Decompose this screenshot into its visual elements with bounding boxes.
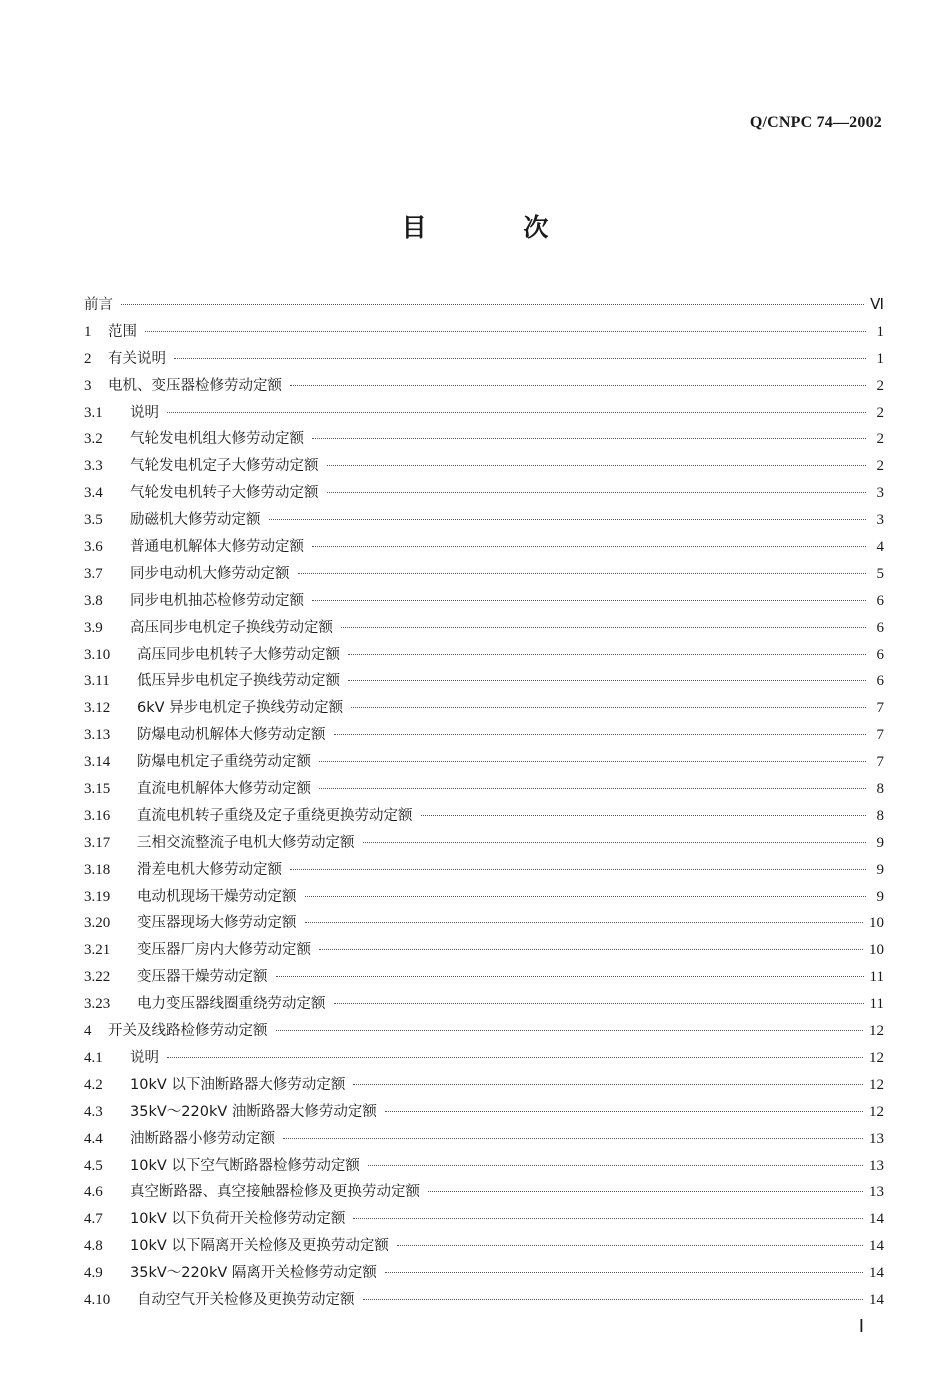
toc-dot-leader (145, 331, 866, 332)
toc-entry-number: 3.7 (84, 565, 103, 582)
toc-entry-title: 开关及线路检修劳动定额 (108, 1023, 268, 1040)
toc-entry-title: 真空断路器、真空接触器检修及更换劳动定额 (130, 1184, 420, 1201)
toc-dot-leader (290, 869, 866, 870)
toc-dot-leader (385, 1111, 863, 1112)
toc-dot-leader (397, 1245, 863, 1246)
toc-dot-leader (269, 519, 867, 520)
page-title: 目 次 (401, 213, 593, 242)
toc-entry-page-number: 3 (876, 512, 884, 529)
toc-entry-page-number: 6 (876, 646, 884, 663)
toc-entry-number: 3.20 (84, 915, 111, 932)
toc-entry[interactable] (84, 1153, 884, 1180)
toc-entry-page-number: 3 (876, 485, 884, 502)
toc-entry[interactable] (84, 937, 884, 964)
toc-entry-number: 3.18 (84, 861, 111, 878)
toc-entry[interactable] (84, 1287, 884, 1314)
toc-entry-page-number: 2 (876, 431, 884, 448)
toc-entry[interactable] (84, 749, 884, 776)
toc-entry-number: 3.12 (84, 700, 111, 717)
toc-dot-leader (283, 1138, 863, 1139)
toc-entry[interactable] (84, 668, 884, 695)
toc-entry-number: 3.23 (84, 996, 111, 1013)
toc-entry[interactable] (84, 857, 884, 884)
toc-entry-page-number: 14 (869, 1211, 884, 1228)
toc-entry-title: 6kV 异步电机定子换线劳动定额 (137, 700, 344, 717)
toc-entry-page-number: 8 (876, 807, 884, 824)
toc-entry-page-number: 1 (876, 323, 884, 340)
toc-entry[interactable] (84, 803, 884, 830)
toc-entry-title: 有关说明 (108, 350, 166, 367)
toc-dot-leader (348, 654, 866, 655)
toc-dot-leader (276, 1030, 864, 1031)
toc-entry-title: 变压器干燥劳动定额 (137, 969, 268, 986)
toc-dot-leader (353, 1084, 863, 1085)
toc-entry-title: 10kV 以下负荷开关检修劳动定额 (130, 1211, 346, 1228)
toc-entry-number: 3.22 (84, 969, 111, 986)
toc-entry-number: 3.13 (84, 727, 111, 744)
toc-entry-title: 气轮发电机组大修劳动定额 (130, 431, 304, 448)
toc-dot-leader (363, 842, 867, 843)
toc-entry-title: 油断路器小修劳动定额 (130, 1130, 275, 1147)
toc-entry[interactable] (84, 722, 884, 749)
toc-entry[interactable] (84, 642, 884, 669)
page-number: Ⅰ (858, 1316, 864, 1336)
toc-dot-leader (305, 896, 867, 897)
toc-dot-leader (319, 949, 863, 950)
toc-entry[interactable] (84, 588, 884, 615)
toc-entry-number: 2 (84, 350, 92, 367)
toc-entry-page-number: 13 (869, 1184, 884, 1201)
toc-entry-page-number: 8 (876, 781, 884, 798)
toc-entry-page-number: 12 (869, 1076, 884, 1093)
toc-entry-title: 10kV 以下油断路器大修劳动定额 (130, 1076, 346, 1093)
toc-entry[interactable] (84, 695, 884, 722)
toc-entry-page-number: 13 (869, 1130, 884, 1147)
toc-entry[interactable] (84, 964, 884, 991)
toc-entry-title: 10kV 以下隔离开关检修及更换劳动定额 (130, 1238, 389, 1255)
toc-entry-number: 3.17 (84, 834, 111, 851)
toc-dot-leader (341, 627, 866, 628)
toc-entry-page-number: 9 (876, 888, 884, 905)
toc-entry-number: 3.15 (84, 781, 111, 798)
toc-entry-page-number: 9 (876, 834, 884, 851)
toc-entry-page-number: 13 (869, 1157, 884, 1174)
toc-entry-page-number: 14 (869, 1265, 884, 1282)
toc-entry-page-number: 11 (869, 996, 884, 1013)
toc-entry-title: 直流电机转子重绕及定子重绕更换劳动定额 (137, 807, 413, 824)
toc-entry-page-number: 2 (876, 404, 884, 421)
toc-entry-number: 3.4 (84, 485, 103, 502)
toc-entry[interactable] (84, 561, 884, 588)
toc-entry-number: 3.2 (84, 431, 103, 448)
toc-entry-title: 普通电机解体大修劳动定额 (130, 539, 304, 556)
toc-entry-number: 3 (84, 377, 92, 394)
toc-dot-leader (312, 546, 866, 547)
toc-entry-title: 电机、变压器检修劳动定额 (108, 377, 282, 394)
toc-entry-number: 4.8 (84, 1238, 103, 1255)
toc-dot-leader (167, 412, 866, 413)
toc-entry-page-number: 12 (869, 1049, 884, 1066)
toc-entry-page-number: 12 (869, 1103, 884, 1120)
toc-entry-number: 3.11 (84, 673, 110, 690)
toc-entry-page-number: 14 (869, 1238, 884, 1255)
toc-entry-page-number: 6 (876, 592, 884, 609)
toc-entry-number: 3.1 (84, 404, 103, 421)
toc-entry[interactable] (84, 319, 884, 346)
toc-dot-leader (334, 734, 867, 735)
toc-entry[interactable] (84, 830, 884, 857)
toc-entry-number: 3.5 (84, 512, 103, 529)
toc-entry-title: 10kV 以下空气断路器检修劳动定额 (130, 1157, 360, 1174)
toc-entry-page-number: 7 (876, 727, 884, 744)
toc-entry-title: 前言 (84, 297, 113, 313)
toc-entry[interactable] (84, 1260, 884, 1287)
toc-entry-title: 同步电动机大修劳动定额 (130, 565, 290, 582)
toc-dot-leader (312, 600, 866, 601)
toc-entry-page-number: 9 (876, 861, 884, 878)
toc-entry-number: 4.7 (84, 1211, 103, 1228)
toc-entry[interactable] (84, 1072, 884, 1099)
toc-entry-page-number: 14 (869, 1291, 884, 1308)
toc-entry[interactable] (84, 346, 884, 373)
toc-entry[interactable] (84, 615, 884, 642)
toc-dot-leader (428, 1191, 863, 1192)
toc-entry[interactable] (84, 1099, 884, 1126)
toc-entry-page-number: 10 (869, 915, 884, 932)
toc-entry-title: 同步电机抽芯检修劳动定额 (130, 592, 304, 609)
toc-entry[interactable] (84, 884, 884, 911)
toc-entry-page-number: 4 (876, 539, 884, 556)
toc-dot-leader (174, 358, 866, 359)
toc-entry-title: 范围 (108, 323, 137, 340)
toc-dot-leader (276, 976, 864, 977)
standard-code: Q/CNPC 74—2002 (749, 114, 882, 131)
toc-entry[interactable] (84, 991, 884, 1018)
toc-entry-title: 低压异步电机定子换线劳动定额 (137, 673, 340, 690)
toc-dot-leader (167, 1057, 863, 1058)
toc-entry-number: 3.21 (84, 942, 111, 959)
toc-entry-number: 4 (84, 1023, 92, 1040)
toc-entry-title: 说明 (130, 1049, 159, 1066)
toc-entry-page-number: 6 (876, 619, 884, 636)
toc-entry-page-number: 2 (876, 458, 884, 475)
toc-entry-title: 35kV～220kV 隔离开关检修劳动定额 (130, 1265, 377, 1282)
toc-entry-number: 3.3 (84, 458, 103, 475)
toc-dot-leader (312, 438, 866, 439)
toc-entry-number: 1 (84, 323, 92, 340)
toc-entry-title: 励磁机大修劳动定额 (130, 512, 261, 529)
toc-entry[interactable] (84, 373, 884, 400)
toc-dot-leader (298, 573, 867, 574)
toc-entry-number: 4.4 (84, 1130, 103, 1147)
toc-dot-leader (368, 1165, 863, 1166)
toc-entry[interactable] (84, 426, 884, 453)
toc-dot-leader (319, 761, 866, 762)
toc-dot-leader (290, 385, 866, 386)
toc-entry-title: 防爆电动机解体大修劳动定额 (137, 727, 326, 744)
toc-entry-title: 高压同步电机转子大修劳动定额 (137, 646, 340, 663)
toc-dot-leader (121, 304, 864, 305)
toc-entry-title: 直流电机解体大修劳动定额 (137, 781, 311, 798)
toc-entry-title: 自动空气开关检修及更换劳动定额 (137, 1291, 355, 1308)
table-of-contents (84, 292, 884, 1314)
toc-entry-title: 说明 (130, 404, 159, 421)
toc-entry-number: 4.1 (84, 1049, 103, 1066)
toc-dot-leader (334, 1003, 864, 1004)
toc-entry-number: 3.9 (84, 619, 103, 636)
toc-dot-leader (327, 492, 867, 493)
toc-entry-title: 气轮发电机定子大修劳动定额 (130, 458, 319, 475)
toc-dot-leader (385, 1272, 863, 1273)
toc-dot-leader (348, 680, 866, 681)
toc-entry-page-number: 1 (876, 350, 884, 367)
toc-entry[interactable] (84, 1233, 884, 1260)
toc-entry[interactable] (84, 507, 884, 534)
toc-dot-leader (363, 1299, 864, 1300)
toc-entry-title: 高压同步电机定子换线劳动定额 (130, 619, 333, 636)
toc-dot-leader (319, 788, 866, 789)
toc-entry-title: 滑差电机大修劳动定额 (137, 861, 282, 878)
toc-entry[interactable] (84, 534, 884, 561)
toc-entry-title: 变压器厂房内大修劳动定额 (137, 942, 311, 959)
toc-entry-number: 3.6 (84, 539, 103, 556)
toc-entry-number: 3.16 (84, 807, 111, 824)
toc-dot-leader (353, 1218, 863, 1219)
toc-entry[interactable] (84, 292, 884, 319)
toc-dot-leader (327, 465, 867, 466)
toc-entry-title: 35kV～220kV 油断路器大修劳动定额 (130, 1103, 377, 1120)
toc-dot-leader (351, 707, 866, 708)
toc-entry-title: 电力变压器线圈重绕劳动定额 (137, 996, 326, 1013)
toc-dot-leader (421, 815, 867, 816)
toc-entry-page-number: 11 (869, 969, 884, 986)
toc-entry-page-number: 6 (876, 673, 884, 690)
toc-entry-page-number: 7 (876, 700, 884, 717)
toc-entry-title: 三相交流整流子电机大修劳动定额 (137, 834, 355, 851)
toc-entry-number: 4.9 (84, 1265, 103, 1282)
toc-entry-page-number: 12 (869, 1023, 884, 1040)
toc-entry[interactable] (84, 776, 884, 803)
toc-entry-page-number: 2 (876, 377, 884, 394)
toc-entry-title: 电动机现场干燥劳动定额 (137, 888, 297, 905)
toc-entry-page-number: Ⅵ (870, 297, 884, 313)
toc-entry-number: 4.3 (84, 1103, 103, 1120)
toc-entry-number: 4.2 (84, 1076, 103, 1093)
toc-entry-title: 防爆电机定子重绕劳动定额 (137, 754, 311, 771)
toc-entry[interactable] (84, 1179, 884, 1206)
toc-entry[interactable] (84, 1045, 884, 1072)
toc-entry-page-number: 10 (869, 942, 884, 959)
toc-entry-page-number: 5 (876, 565, 884, 582)
toc-entry-number: 3.14 (84, 754, 111, 771)
toc-entry-number: 4.10 (84, 1291, 111, 1308)
toc-entry-number: 3.8 (84, 592, 103, 609)
toc-entry[interactable] (84, 480, 884, 507)
toc-entry-number: 4.5 (84, 1157, 103, 1174)
toc-entry-number: 3.19 (84, 888, 111, 905)
toc-entry-number: 4.6 (84, 1184, 103, 1201)
toc-entry[interactable] (84, 453, 884, 480)
toc-entry-title: 变压器现场大修劳动定额 (137, 915, 297, 932)
toc-entry-page-number: 7 (876, 754, 884, 771)
toc-entry[interactable] (84, 1018, 884, 1045)
toc-entry[interactable] (84, 910, 884, 937)
toc-entry[interactable] (84, 400, 884, 427)
toc-entry[interactable] (84, 1126, 884, 1153)
toc-entry[interactable] (84, 1206, 884, 1233)
toc-entry-title: 气轮发电机转子大修劳动定额 (130, 485, 319, 502)
toc-dot-leader (305, 922, 864, 923)
toc-entry-number: 3.10 (84, 646, 111, 663)
